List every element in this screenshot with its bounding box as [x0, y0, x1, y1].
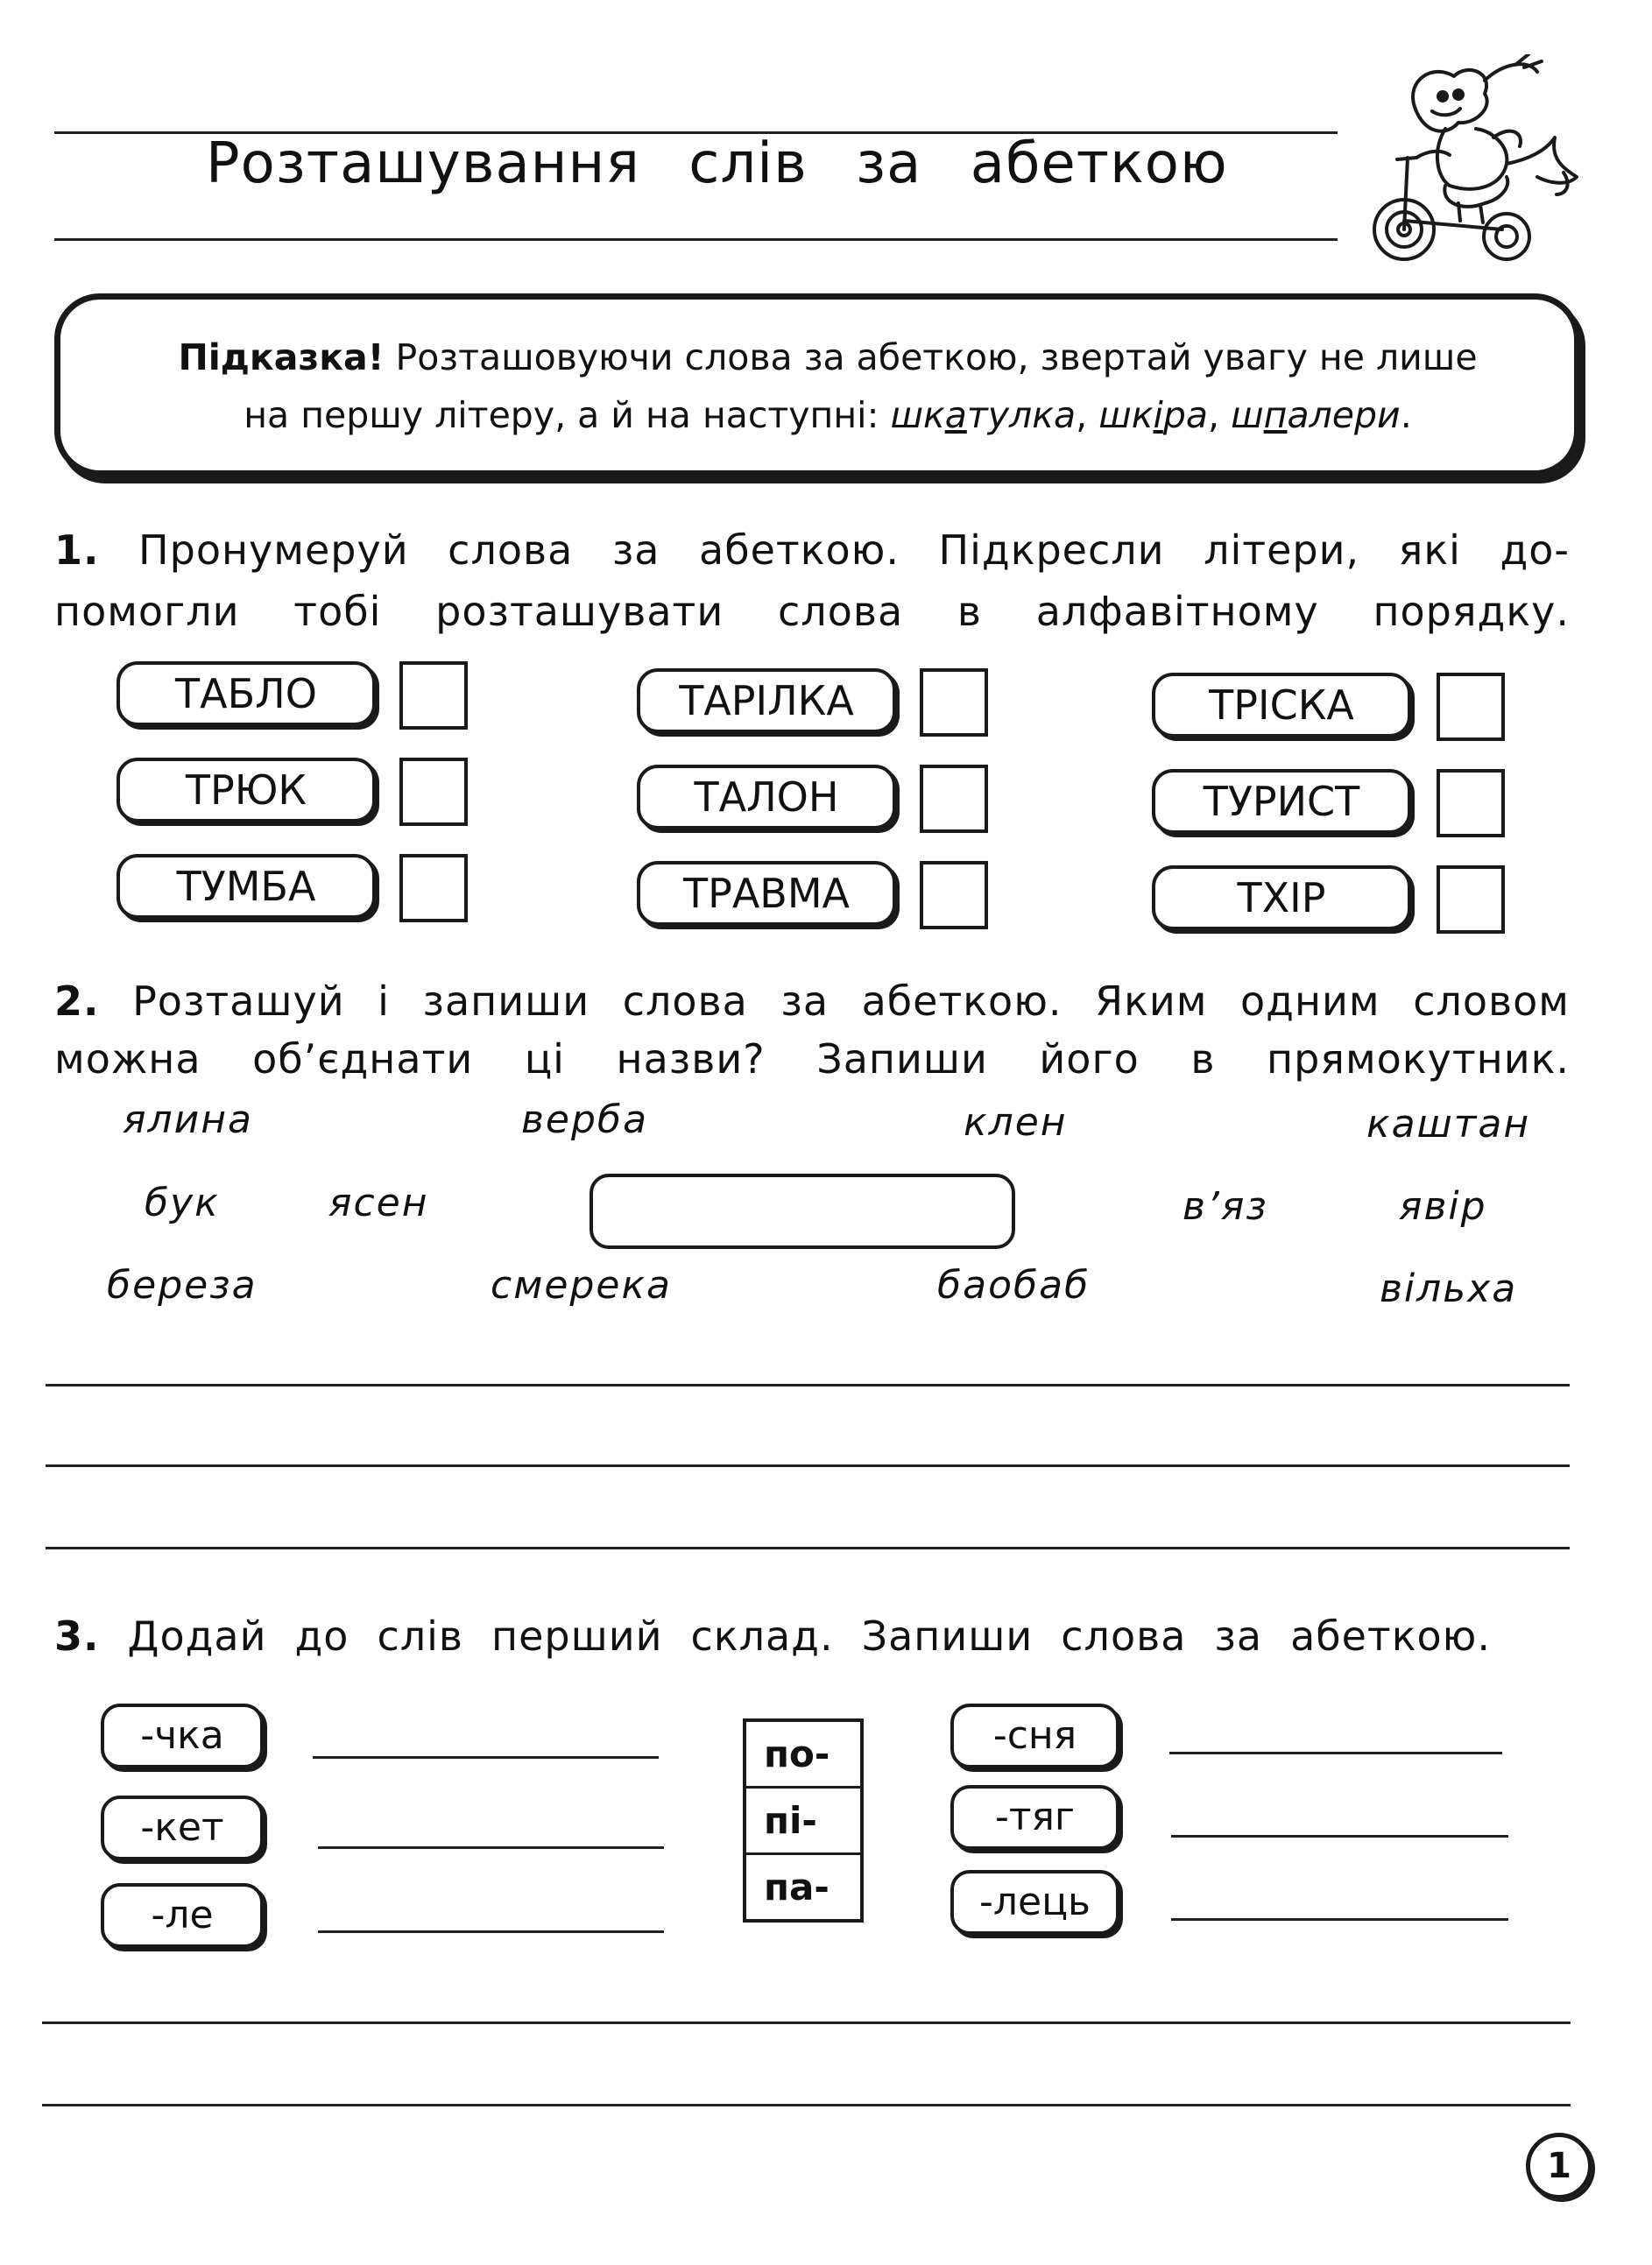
title-bottom-rule — [54, 238, 1338, 241]
number-box[interactable] — [1437, 673, 1505, 741]
page-number: 1 — [1526, 2133, 1592, 2199]
word-card: ТХІР — [1152, 865, 1411, 930]
task1-number: 1. — [54, 526, 100, 574]
tree-word: бук — [145, 1181, 220, 1225]
page-title: Розташування слів за абеткою — [206, 131, 1228, 196]
syllable-card: -лець — [950, 1870, 1119, 1935]
writing-line[interactable] — [42, 2022, 1571, 2024]
prefix: по- — [746, 1722, 860, 1789]
tree-word: вільха — [1380, 1267, 1518, 1311]
answer-line[interactable] — [1171, 1835, 1508, 1838]
answer-line[interactable] — [318, 1930, 664, 1933]
hint-text: Підказка! Розташовуючи слова за абеткою, звертай увагу не лише на першу літеру, а й на наступні: шкатулка, шкіра, шпалери. — [178, 336, 1478, 436]
task2-line1: Розташуй і запиши слова за абеткою. Яким одним словом — [132, 977, 1570, 1025]
dragon-scooter-illustration — [1362, 54, 1590, 269]
number-box[interactable] — [399, 854, 468, 922]
answer-line[interactable] — [1171, 1918, 1508, 1921]
tree-word: смерека — [491, 1263, 672, 1308]
tree-word: явір — [1399, 1184, 1487, 1229]
number-box[interactable] — [920, 861, 988, 929]
tree-word: ялина — [123, 1097, 253, 1142]
hint-example-3: шпалери — [1231, 394, 1401, 436]
writing-line[interactable] — [46, 1547, 1570, 1549]
task2-line2: можна об’єднати ці назви? Запиши його в прямокутник. — [54, 1035, 1570, 1083]
number-box[interactable] — [399, 661, 468, 730]
word-card: ТАЛОН — [637, 765, 896, 829]
writing-line[interactable] — [42, 2104, 1571, 2106]
number-box[interactable] — [1437, 865, 1505, 934]
writing-line[interactable] — [46, 1384, 1570, 1387]
hint-label: Підказка! — [178, 336, 385, 378]
syllable-card: -кет — [101, 1796, 264, 1860]
tree-word: клен — [964, 1100, 1068, 1145]
syllable-card: -тяг — [950, 1785, 1119, 1850]
word-card: ТУМБА — [116, 854, 376, 919]
word-card: ТРЮК — [116, 758, 376, 822]
hint-example-1: шкатулка — [890, 394, 1077, 436]
answer-rectangle[interactable] — [589, 1174, 1015, 1249]
task1-instructions-line2 — [54, 582, 1570, 640]
writing-line[interactable] — [46, 1464, 1570, 1467]
task3-instructions — [54, 1607, 1491, 1665]
prefix: па- — [764, 1866, 830, 1909]
syllable-card: -ле — [101, 1883, 264, 1948]
number-box[interactable] — [920, 668, 988, 737]
number-box[interactable] — [1437, 769, 1505, 837]
hint-line2: на першу літеру, а й на наступні: — [244, 394, 879, 436]
tree-word: в’яз — [1183, 1184, 1268, 1229]
task2-instructions-line2 — [54, 1030, 1570, 1088]
tree-word: верба — [521, 1097, 649, 1142]
number-box[interactable] — [920, 765, 988, 833]
tree-word: каштан — [1366, 1102, 1531, 1147]
task2-number: 2. — [54, 977, 100, 1025]
task3-line1: Додай до слів перший склад. Запиши слова за абеткою. — [127, 1612, 1491, 1660]
prefix: пі- — [746, 1789, 860, 1855]
word-card: ТРАВМА — [637, 861, 896, 926]
syllable-card: -чка — [101, 1704, 264, 1768]
task1-instructions — [54, 521, 1570, 579]
word-card: ТРІСКА — [1152, 673, 1411, 737]
tree-word: ясен — [328, 1181, 429, 1225]
task1-line1: Пронумеруй слова за абеткою. Підкресли літери, які до- — [138, 526, 1570, 574]
task1-line2: помогли тобі розташувати слова в алфавітному порядку. — [54, 588, 1570, 635]
number-box[interactable] — [399, 758, 468, 826]
tree-word: баобаб — [937, 1263, 1091, 1308]
hint-example-2: шкіра — [1098, 394, 1209, 436]
word-card: ТАРІЛКА — [637, 668, 896, 733]
word-card: ТАБЛО — [116, 661, 376, 726]
answer-line[interactable] — [1169, 1752, 1502, 1754]
task2-instructions — [54, 972, 1570, 1030]
word-card: ТУРИСТ — [1152, 769, 1411, 834]
task3-number: 3. — [54, 1612, 100, 1660]
answer-line[interactable] — [318, 1846, 664, 1849]
tree-word: береза — [107, 1263, 258, 1308]
prefix-stack — [743, 1718, 864, 1923]
hint-line1: Розташовуючи слова за абеткою, звертай увагу не лише — [395, 336, 1478, 378]
syllable-card: -сня — [950, 1704, 1119, 1768]
answer-line[interactable] — [313, 1756, 659, 1759]
